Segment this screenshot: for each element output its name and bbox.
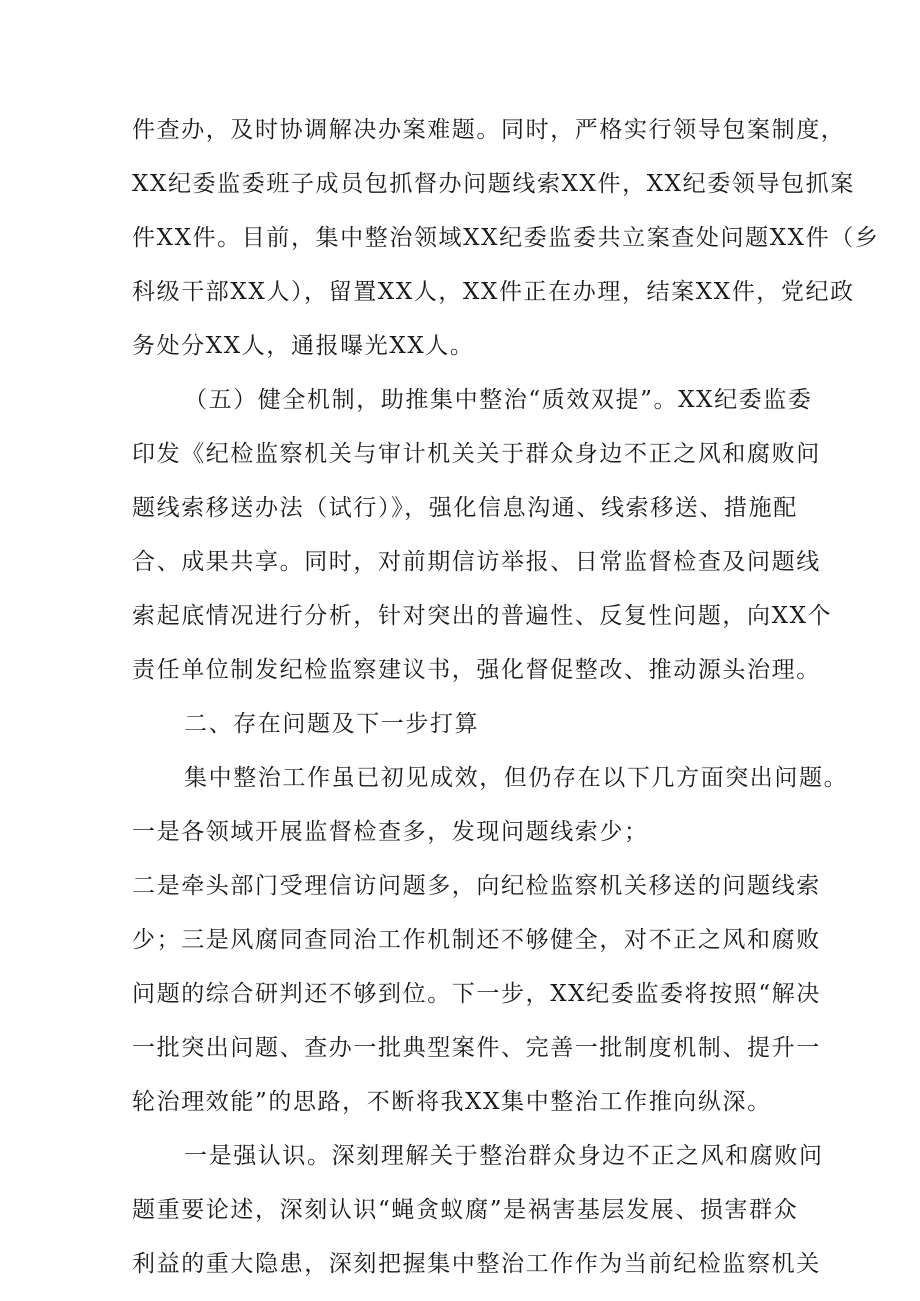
- text-line: 务处分XX人，通报曝光XX人。: [132, 333, 475, 359]
- text-line: 件XX件。目前，集中整治领域XX纪委监委共立案查处问题XX件（乡: [132, 225, 880, 251]
- text-line: 题重要论述，深刻认识“蝇贪蚁腐”是祸害基层发展、损害群众: [132, 1197, 799, 1223]
- text-line: 一批突出问题、查办一批典型案件、完善一批制度机制、提升一: [132, 1035, 821, 1061]
- text-line: 一是强认识。深刻理解关于整治群众身边不正之风和腐败问: [184, 1143, 824, 1169]
- section-heading-two: 二、存在问题及下一步打算: [184, 711, 480, 737]
- text-line: 印发《纪检监察机关与审计机关关于群众身边不正之风和腐败问: [132, 441, 821, 467]
- text-line: 合、成果共享。同时，对前期信访举报、日常监督检查及问题线: [132, 549, 821, 575]
- text-line: 二是牵头部门受理信访问题多，向纪检监察机关移送的问题线索: [132, 873, 821, 899]
- text-line: XX纪委监委班子成员包抓督办问题线索XX件，XX纪委领导包抓案: [132, 171, 855, 197]
- text-line: 件查办，及时协调解决办案难题。同时，严格实行领导包案制度，: [132, 117, 846, 143]
- text-line: 轮治理效能”的思路，不断将我XX集中整治工作推向纵深。: [132, 1089, 772, 1115]
- text-line: 集中整治工作虽已初见成效，但仍存在以下几方面突出问题。: [184, 765, 849, 791]
- text-line: 问题的综合研判还不够到位。下一步，XX纪委监委将按照“解决: [132, 981, 821, 1007]
- text-line: 责任单位制发纪检监察建议书，强化督促整改、推动源头治理。: [132, 657, 821, 683]
- text-line: 科级干部XX人），留置XX人，XX件正在办理，结案XX件，党纪政: [132, 279, 855, 305]
- text-line: 少；三是风腐同查同治工作机制还不够健全，对不正之风和腐败: [132, 927, 821, 953]
- text-line: 利益的重大隐患，深刻把握集中整治工作作为当前纪检监察机关: [132, 1251, 821, 1277]
- text-line: 一是各领域开展监督检查多，发现问题线索少；: [132, 819, 649, 845]
- section-heading-five: （五）健全机制，助推集中整治“质效双提”。XX纪委监委: [184, 387, 813, 413]
- text-line: 题线索移送办法（试行）》，强化信息沟通、线索移送、措施配: [132, 495, 798, 521]
- text-line: 索起底情况进行分析，针对突出的普遍性、反复性问题，向XX个: [132, 603, 833, 629]
